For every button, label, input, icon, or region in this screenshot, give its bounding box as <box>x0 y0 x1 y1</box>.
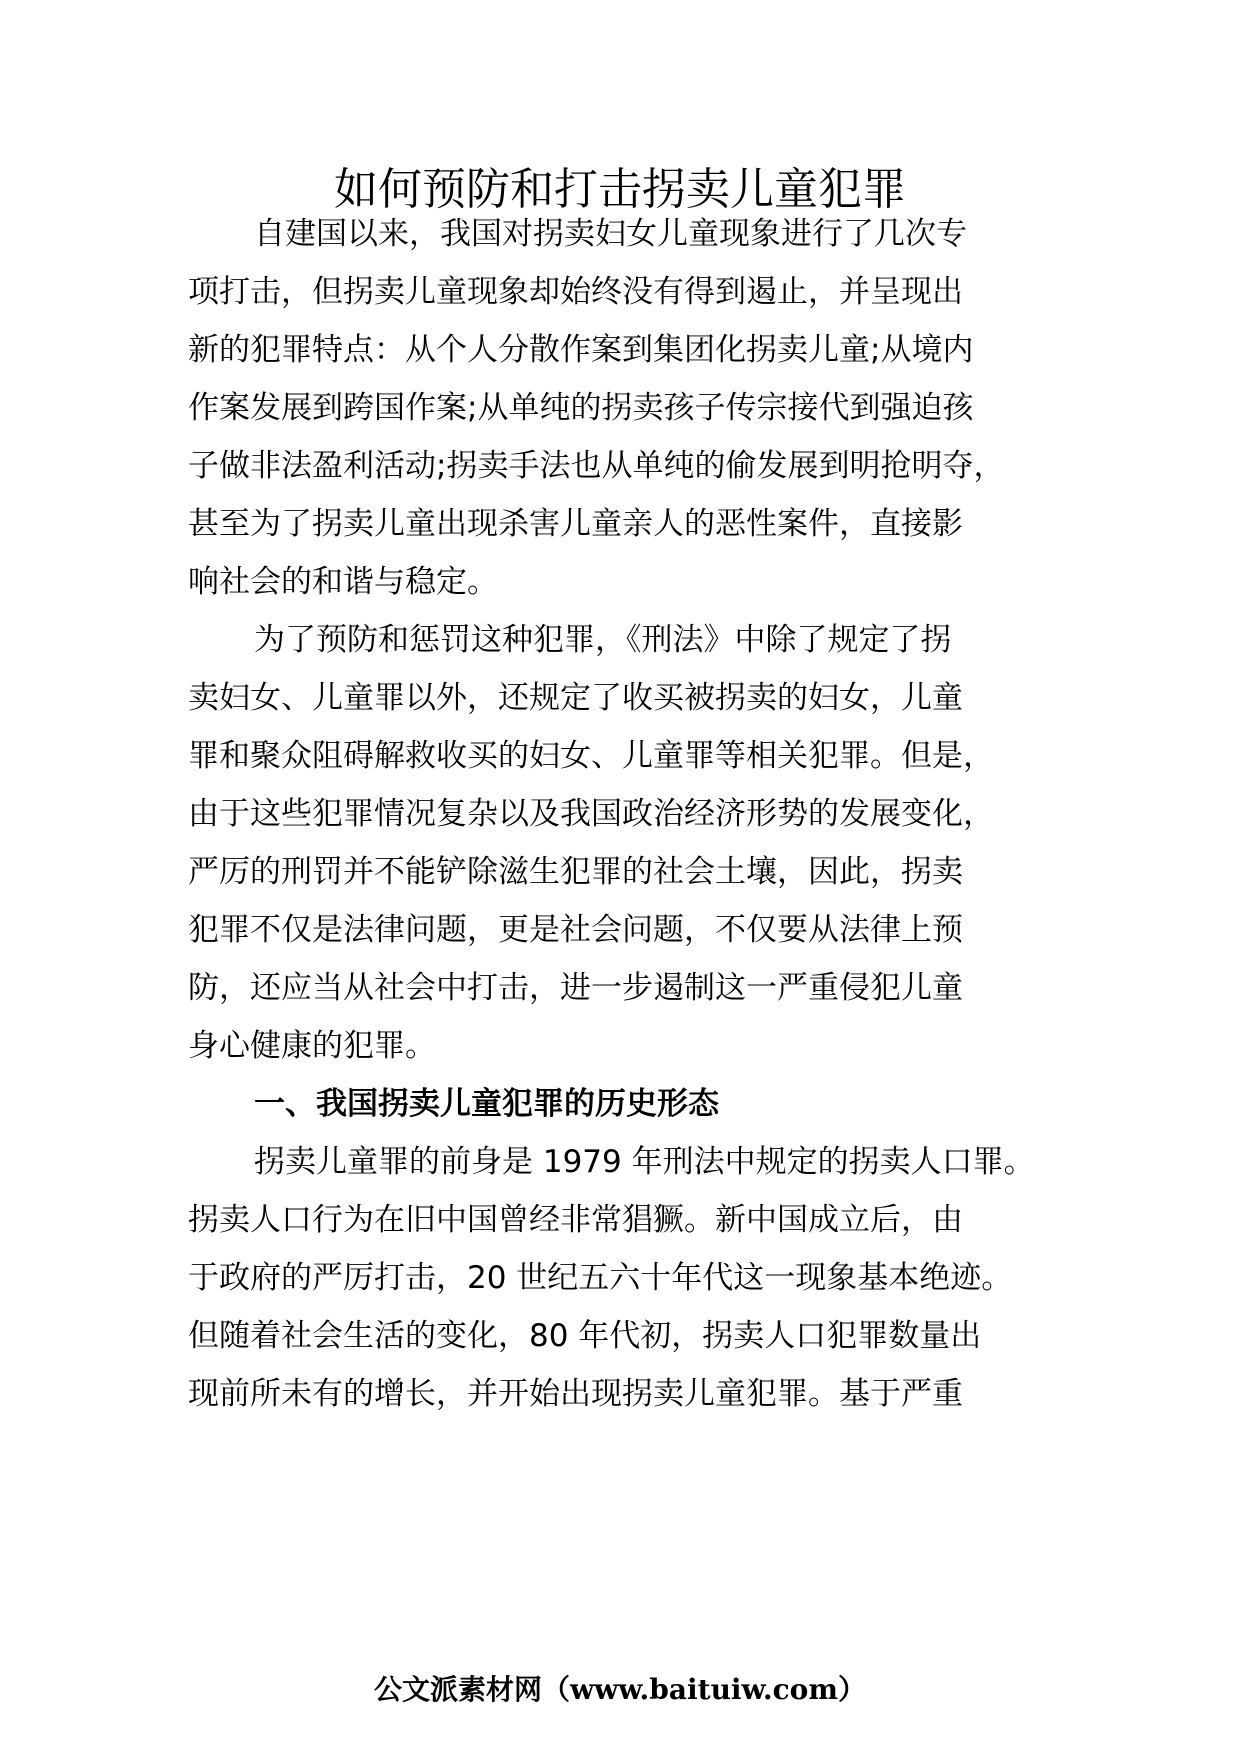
text-line: 拐卖儿童罪的前身是 1979 年刑法中规定的拐卖人口罪。 <box>254 1144 1035 1180</box>
text-line: 防，还应当从社会中打击，进一步遏制这一严重侵犯儿童 <box>188 970 963 1006</box>
section-heading: 一、我国拐卖儿童犯罪的历史形态 <box>254 1086 719 1122</box>
text-line: 子做非法盈利活动;拐卖手法也从单纯的偷发展到明抢明夺， <box>188 448 1005 484</box>
text-line: 为了预防和惩罚这种犯罪，《刑法》中除了规定了拐 <box>254 622 952 658</box>
text-line: 现前所未有的增长，并开始出现拐卖儿童犯罪。基于严重 <box>188 1376 963 1412</box>
text-line: 由于这些犯罪情况复杂以及我国政治经济形势的发展变化， <box>188 796 994 832</box>
text-line: 但随着社会生活的变化，80 年代初，拐卖人口犯罪数量出 <box>188 1318 982 1354</box>
text-line: 项打击，但拐卖儿童现象却始终没有得到遏止，并呈现出 <box>188 274 963 310</box>
text-line: 拐卖人口行为在旧中国曾经非常猖獗。新中国成立后，由 <box>188 1202 963 1238</box>
document-title: 如何预防和打击拐卖儿童犯罪 <box>334 164 906 215</box>
text-line: 罪和聚众阻碍解救收买的妇女、儿童罪等相关犯罪。但是， <box>188 738 994 774</box>
text-line: 严厉的刑罚并不能铲除滋生犯罪的社会土壤，因此，拐卖 <box>188 854 963 890</box>
text-line: 身心健康的犯罪。 <box>188 1028 436 1064</box>
text-line: 卖妇女、儿童罪以外，还规定了收买被拐卖的妇女，儿童 <box>188 680 963 716</box>
text-line: 犯罪不仅是法律问题，更是社会问题，不仅要从法律上预 <box>188 912 963 948</box>
text-line: 作案发展到跨国作案;从单纯的拐卖孩子传宗接代到强迫孩 <box>188 390 974 426</box>
text-line: 于政府的严厉打击，20 世纪五六十年代这一现象基本绝迹。 <box>188 1260 1013 1296</box>
page-footer: 公文派素材网（www.baituiw.com） <box>374 1673 866 1706</box>
text-line: 自建国以来，我国对拐卖妇女儿童现象进行了几次专 <box>254 216 967 252</box>
text-line: 新的犯罪特点：从个人分散作案到集团化拐卖儿童;从境内 <box>188 332 974 368</box>
text-line: 响社会的和谐与稳定。 <box>188 564 498 600</box>
text-line: 甚至为了拐卖儿童出现杀害儿童亲人的恶性案件，直接影 <box>188 506 963 542</box>
